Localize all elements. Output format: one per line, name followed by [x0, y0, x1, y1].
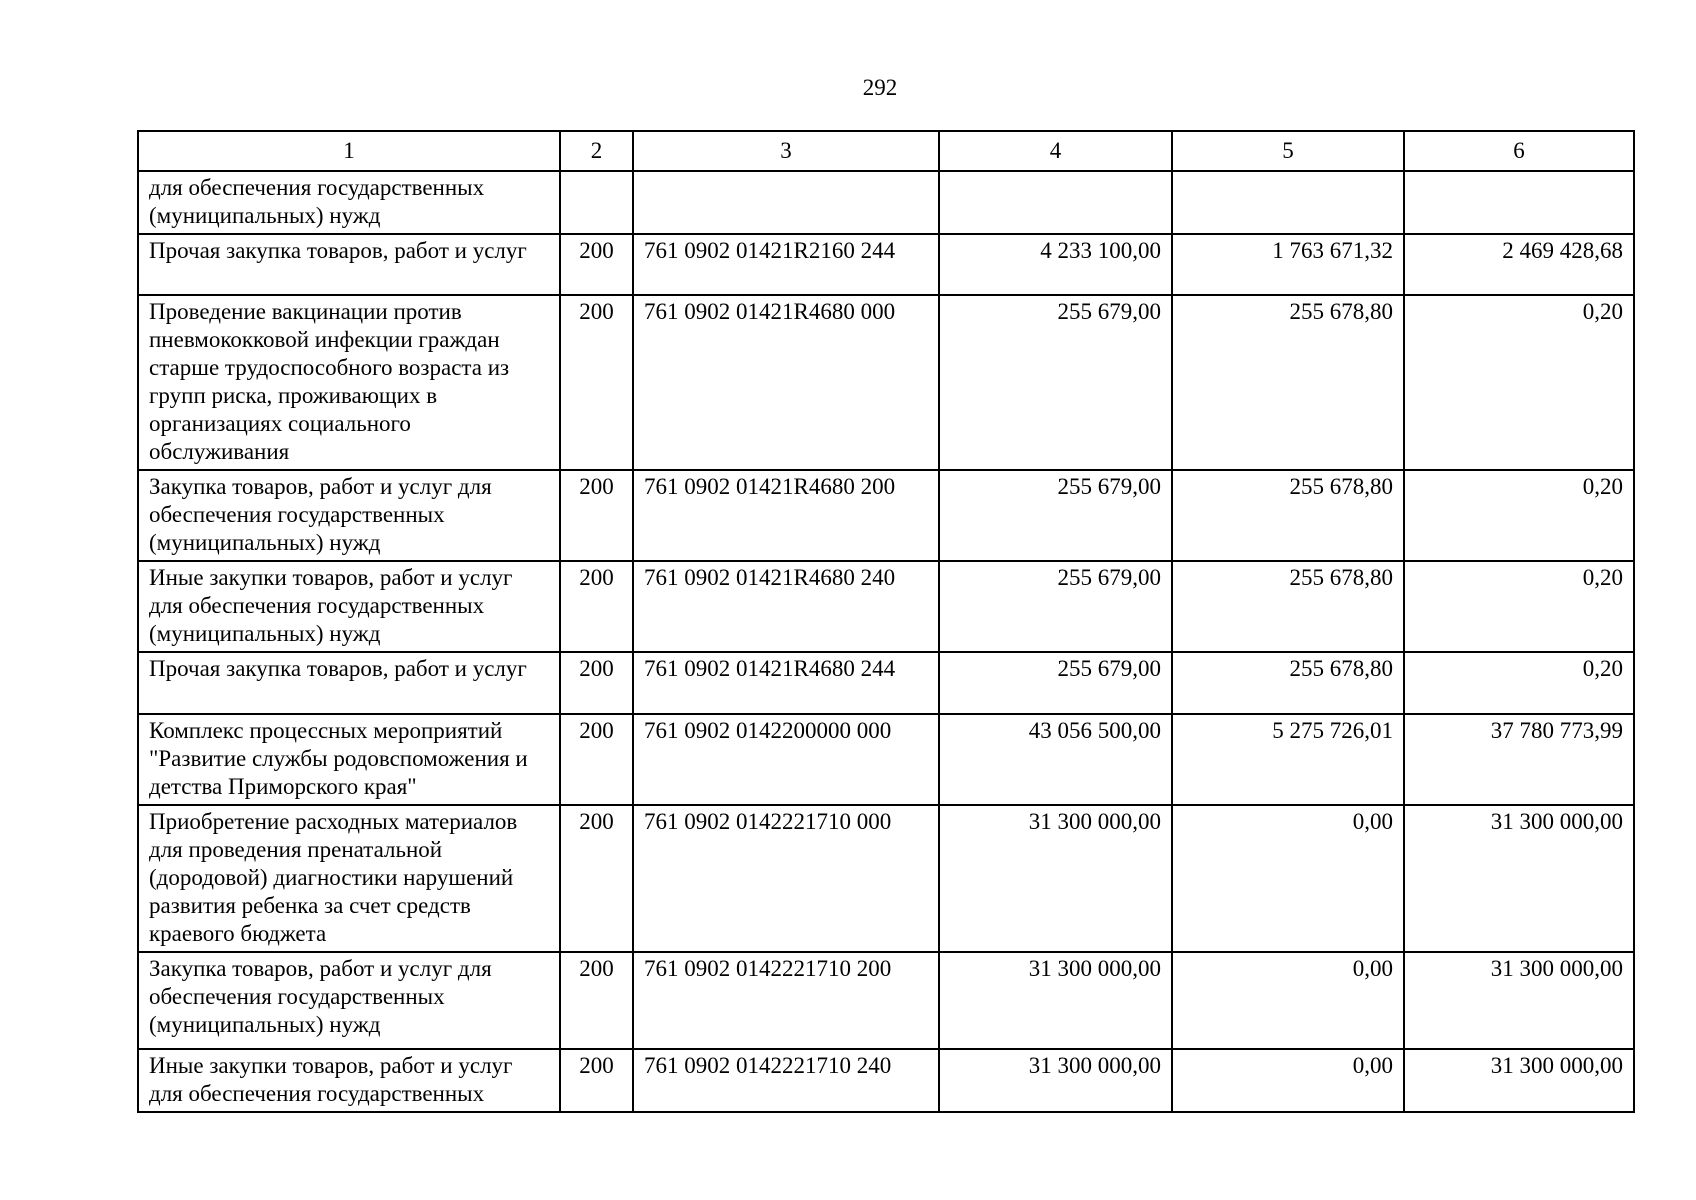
row-budget-code: 761 0902 0142200000 000	[633, 714, 939, 805]
row-name: Комплекс процессных мероприятий "Развитие службы родовспоможения и детства Приморского края"	[138, 714, 560, 805]
row-executed: 255 678,80	[1172, 561, 1404, 652]
row-executed: 0,00	[1172, 952, 1404, 1049]
row-name: Закупка товаров, работ и услуг для обеспечения государственных (муниципальных) нужд	[138, 952, 560, 1049]
table-row	[138, 1049, 1634, 1112]
table-row	[138, 561, 1634, 652]
row-executed: 255 678,80	[1172, 295, 1404, 470]
row-name: Прочая закупка товаров, работ и услуг	[138, 234, 560, 295]
row-line-code: 200	[560, 561, 633, 652]
table-row	[138, 805, 1634, 952]
row-planned: 31 300 000,00	[939, 1049, 1172, 1112]
header-row	[138, 131, 1634, 171]
row-remaining: 0,20	[1404, 470, 1634, 561]
row-name: Закупка товаров, работ и услуг для обеспечения государственных (муниципальных) нужд	[138, 470, 560, 561]
row-name: Иные закупки товаров, работ и услуг для обеспечения государственных (муниципальных) нужд	[138, 561, 560, 652]
row-planned: 255 679,00	[939, 295, 1172, 470]
row-line-code: 200	[560, 470, 633, 561]
row-remaining: 31 300 000,00	[1404, 952, 1634, 1049]
row-executed: 255 678,80	[1172, 652, 1404, 714]
table-row	[138, 171, 1634, 234]
row-executed: 0,00	[1172, 1049, 1404, 1112]
row-budget-code: 761 0902 01421R4680 200	[633, 470, 939, 561]
row-budget-code	[633, 171, 939, 234]
column-header-3: 3	[633, 131, 939, 171]
row-remaining	[1404, 171, 1634, 234]
row-budget-code: 761 0902 0142221710 200	[633, 952, 939, 1049]
budget-table	[137, 130, 1635, 1113]
row-planned: 255 679,00	[939, 652, 1172, 714]
column-header-2: 2	[560, 131, 633, 171]
row-planned: 4 233 100,00	[939, 234, 1172, 295]
row-remaining: 37 780 773,99	[1404, 714, 1634, 805]
row-remaining: 0,20	[1404, 295, 1634, 470]
row-name: Проведение вакцинации против пневмококковой инфекции граждан старше трудоспособного возраста из групп риска, проживающих в организациях социального обслуживания	[138, 295, 560, 470]
row-line-code: 200	[560, 952, 633, 1049]
row-budget-code: 761 0902 01421R2160 244	[633, 234, 939, 295]
row-planned: 43 056 500,00	[939, 714, 1172, 805]
row-name: Приобретение расходных материалов для проведения пренатальной (дородовой) диагностики нарушений развития ребенка за счет средств краевого бюджета	[138, 805, 560, 952]
row-line-code	[560, 171, 633, 234]
row-executed	[1172, 171, 1404, 234]
table-row	[138, 470, 1634, 561]
row-remaining: 31 300 000,00	[1404, 805, 1634, 952]
row-line-code: 200	[560, 805, 633, 952]
column-header-4: 4	[939, 131, 1172, 171]
page-number: 292	[862, 75, 898, 100]
row-line-code: 200	[560, 295, 633, 470]
row-executed: 0,00	[1172, 805, 1404, 952]
row-budget-code: 761 0902 01421R4680 000	[633, 295, 939, 470]
row-budget-code: 761 0902 01421R4680 240	[633, 561, 939, 652]
row-executed: 1 763 671,32	[1172, 234, 1404, 295]
table-row	[138, 952, 1634, 1049]
table-row	[138, 714, 1634, 805]
table-row	[138, 295, 1634, 470]
row-remaining: 31 300 000,00	[1404, 1049, 1634, 1112]
row-budget-code: 761 0902 0142221710 000	[633, 805, 939, 952]
row-planned: 31 300 000,00	[939, 952, 1172, 1049]
column-header-6: 6	[1404, 131, 1634, 171]
row-remaining: 0,20	[1404, 652, 1634, 714]
row-executed: 5 275 726,01	[1172, 714, 1404, 805]
row-planned: 31 300 000,00	[939, 805, 1172, 952]
row-planned: 255 679,00	[939, 561, 1172, 652]
row-line-code: 200	[560, 652, 633, 714]
row-budget-code: 761 0902 0142221710 240	[633, 1049, 939, 1112]
row-name: для обеспечения государственных (муниципальных) нужд	[138, 171, 560, 234]
row-remaining: 2 469 428,68	[1404, 234, 1634, 295]
row-planned	[939, 171, 1172, 234]
row-executed: 255 678,80	[1172, 470, 1404, 561]
row-planned: 255 679,00	[939, 470, 1172, 561]
row-budget-code: 761 0902 01421R4680 244	[633, 652, 939, 714]
row-name: Прочая закупка товаров, работ и услуг	[138, 652, 560, 714]
row-line-code: 200	[560, 234, 633, 295]
column-header-5: 5	[1172, 131, 1404, 171]
column-header-1: 1	[138, 131, 560, 171]
table-row	[138, 652, 1634, 714]
row-line-code: 200	[560, 714, 633, 805]
row-line-code: 200	[560, 1049, 633, 1112]
row-name: Иные закупки товаров, работ и услуг для обеспечения государственных	[138, 1049, 560, 1112]
table-row	[138, 234, 1634, 295]
row-remaining: 0,20	[1404, 561, 1634, 652]
